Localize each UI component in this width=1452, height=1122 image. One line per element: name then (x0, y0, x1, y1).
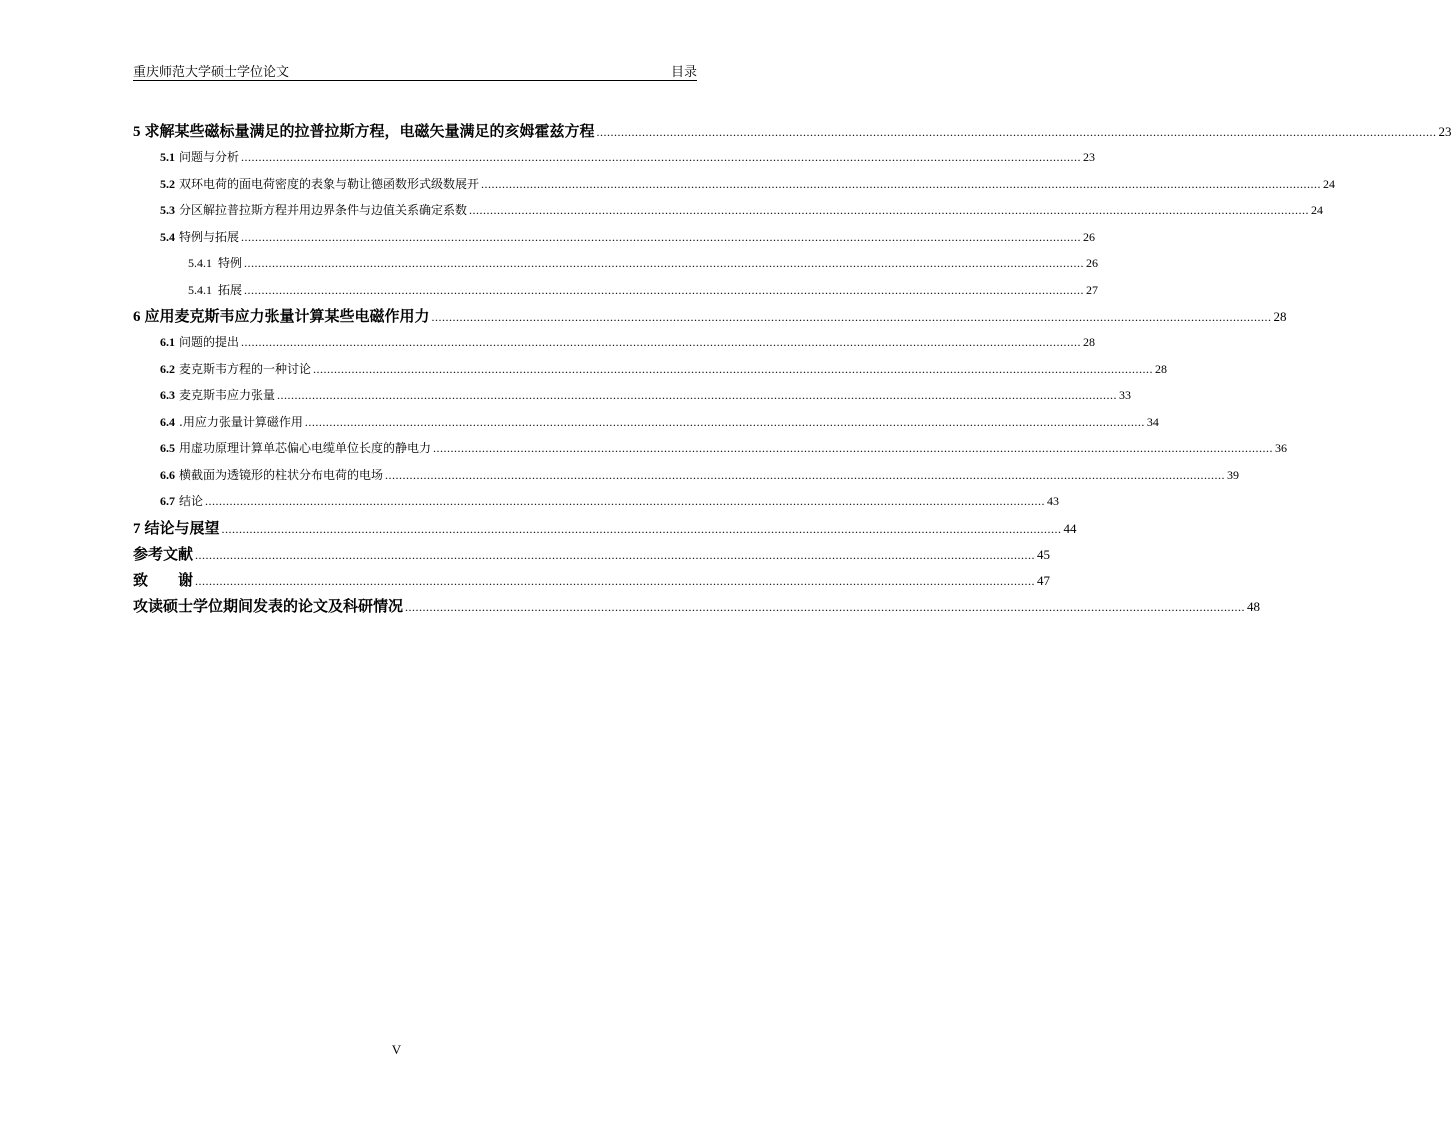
toc-leader-dots (469, 197, 1309, 224)
toc-leader-dots (277, 382, 1117, 409)
toc-entry-page: 28 (1155, 361, 1168, 376)
toc-entry-title: 拓展 (218, 282, 243, 297)
toc-entry[interactable] (133, 593, 1261, 619)
toc-entry-title: 用虚功原理计算单芯偏心电缆单位长度的静电力 (179, 441, 432, 455)
toc-entry-page: 23 (1083, 150, 1096, 164)
header-rule (133, 80, 697, 81)
toc-entry[interactable] (133, 224, 1096, 251)
toc-entry[interactable] (133, 329, 1096, 356)
toc-entry[interactable] (133, 144, 1096, 171)
toc-entry[interactable] (133, 250, 1099, 277)
toc-entry-title: 分区解拉普拉斯方程并用边界条件与边值关系确定系数 (179, 203, 468, 217)
toc-entry-page: 24 (1311, 203, 1324, 217)
toc-entry-title: 横截面为透镜形的柱状分布电荷的电场 (179, 467, 384, 482)
toc-entry[interactable] (133, 303, 1287, 329)
toc-entry-title: 致 谢 (133, 570, 194, 589)
toc-leader-dots (244, 250, 1084, 277)
toc-entry-title: 麦克斯韦应力张量 (179, 388, 276, 402)
toc-entry-page: 45 (1037, 546, 1051, 562)
toc-entry-title: 双环电荷的面电荷密度的表象与勒让德函数形式级数展开 (179, 176, 480, 191)
toc-entry-number: 6.7 (160, 494, 175, 508)
toc-entry[interactable] (133, 277, 1099, 304)
toc-entry-page: 39 (1227, 467, 1240, 482)
page-header (133, 58, 697, 80)
toc-entry-title: 应用麦克斯韦应力张量计算某些电磁作用力 (144, 307, 430, 325)
toc-leader-dots (241, 144, 1081, 171)
toc-entry[interactable] (133, 435, 1288, 462)
toc-entry-number: 5 (133, 124, 141, 140)
toc-leader-dots (241, 224, 1081, 251)
toc-entry-number: 6.6 (160, 467, 175, 482)
toc-entry-number: 5.4 (160, 229, 175, 244)
toc-entry-title: 特例与拓展 (179, 229, 240, 244)
toc-entry[interactable] (133, 118, 1452, 144)
toc-leader-dots (305, 409, 1145, 436)
toc-leader-dots (195, 542, 1035, 568)
toc-leader-dots (432, 304, 1272, 330)
toc-entry-title: 结论 (179, 494, 204, 508)
toc-entry[interactable] (133, 567, 1051, 593)
toc-entry-number: 6.2 (160, 361, 175, 376)
toc-entry-title: 特例 (218, 256, 243, 270)
toc-entry[interactable] (133, 197, 1324, 224)
toc-leader-dots (597, 119, 1437, 145)
toc-leader-dots (481, 171, 1321, 198)
toc-leader-dots (433, 435, 1273, 462)
toc-leader-dots (205, 488, 1045, 515)
toc-entry-title: 问题与分析 (179, 150, 240, 164)
toc-entry-number: 7 (133, 520, 141, 537)
toc-leader-dots (313, 356, 1153, 383)
toc-leader-dots (241, 329, 1081, 356)
toc-leader-dots (244, 277, 1084, 304)
toc-leader-dots (222, 516, 1062, 542)
toc-entry[interactable] (133, 515, 1077, 541)
toc-entry[interactable] (133, 382, 1132, 409)
header-section-name: 目录 (670, 65, 697, 80)
toc-entry-page: 26 (1083, 229, 1096, 244)
toc-entry-number: 6.1 (160, 335, 175, 349)
toc-entry-page: 24 (1323, 176, 1336, 191)
toc-leader-dots (195, 568, 1035, 594)
toc-entry-number: 5.3 (160, 203, 175, 217)
toc-entry-page: 28 (1083, 335, 1096, 349)
toc-entry[interactable] (133, 488, 1060, 515)
toc-entry-title: 求解某些磁标量满足的拉普拉斯方程，电磁矢量满足的亥姆霍兹方程 (144, 122, 595, 140)
toc-leader-dots (385, 462, 1225, 489)
toc-leader-dots (405, 594, 1245, 620)
toc-entry-number: 6.3 (160, 388, 175, 402)
toc-entry[interactable] (133, 462, 1240, 489)
toc-entry-page: 36 (1275, 441, 1288, 455)
toc-entry[interactable] (133, 356, 1168, 383)
toc-entry-page: 27 (1086, 282, 1099, 297)
toc-entry[interactable] (133, 171, 1336, 198)
toc-entry-page: 33 (1119, 388, 1132, 402)
toc-entry-number: 6 (133, 309, 141, 325)
toc-entry-page: 28 (1273, 309, 1287, 324)
toc-entry-page: 26 (1086, 256, 1099, 270)
toc-entry-title: 结论与展望 (144, 518, 220, 537)
toc-entry-page: 47 (1037, 572, 1051, 588)
toc-entry[interactable] (133, 541, 1051, 567)
toc-entry-title: 麦克斯韦方程的一种讨论 (179, 361, 312, 376)
toc-entry-number: 5.4.1 (188, 282, 212, 297)
toc-entry-page: 23 (1438, 124, 1452, 139)
toc-entry-title: .用应力张量计算磁作用 (179, 414, 303, 429)
toc-entry-number: 6.4 (160, 414, 175, 429)
toc-entry-title: 问题的提出 (179, 335, 240, 349)
toc-entry-page: 34 (1146, 414, 1159, 429)
toc-entry[interactable] (133, 409, 1159, 436)
header-thesis-title: 重庆师范大学硕士学位论文 (133, 65, 290, 80)
toc-entry-page: 48 (1247, 598, 1261, 614)
toc-entry-number: 5.1 (160, 150, 175, 164)
toc-entry-number: 5.4.1 (188, 256, 212, 270)
toc-entry-page: 44 (1063, 520, 1077, 536)
toc-entry-title: 攻读硕士学位期间发表的论文及科研情况 (133, 596, 404, 615)
toc-entry-page: 43 (1047, 494, 1060, 508)
table-of-contents (133, 118, 1452, 619)
page-number: V (391, 1042, 402, 1057)
toc-entry-number: 5.2 (160, 176, 175, 191)
toc-entry-number: 6.5 (160, 441, 175, 455)
toc-entry-title: 参考文献 (133, 544, 194, 563)
